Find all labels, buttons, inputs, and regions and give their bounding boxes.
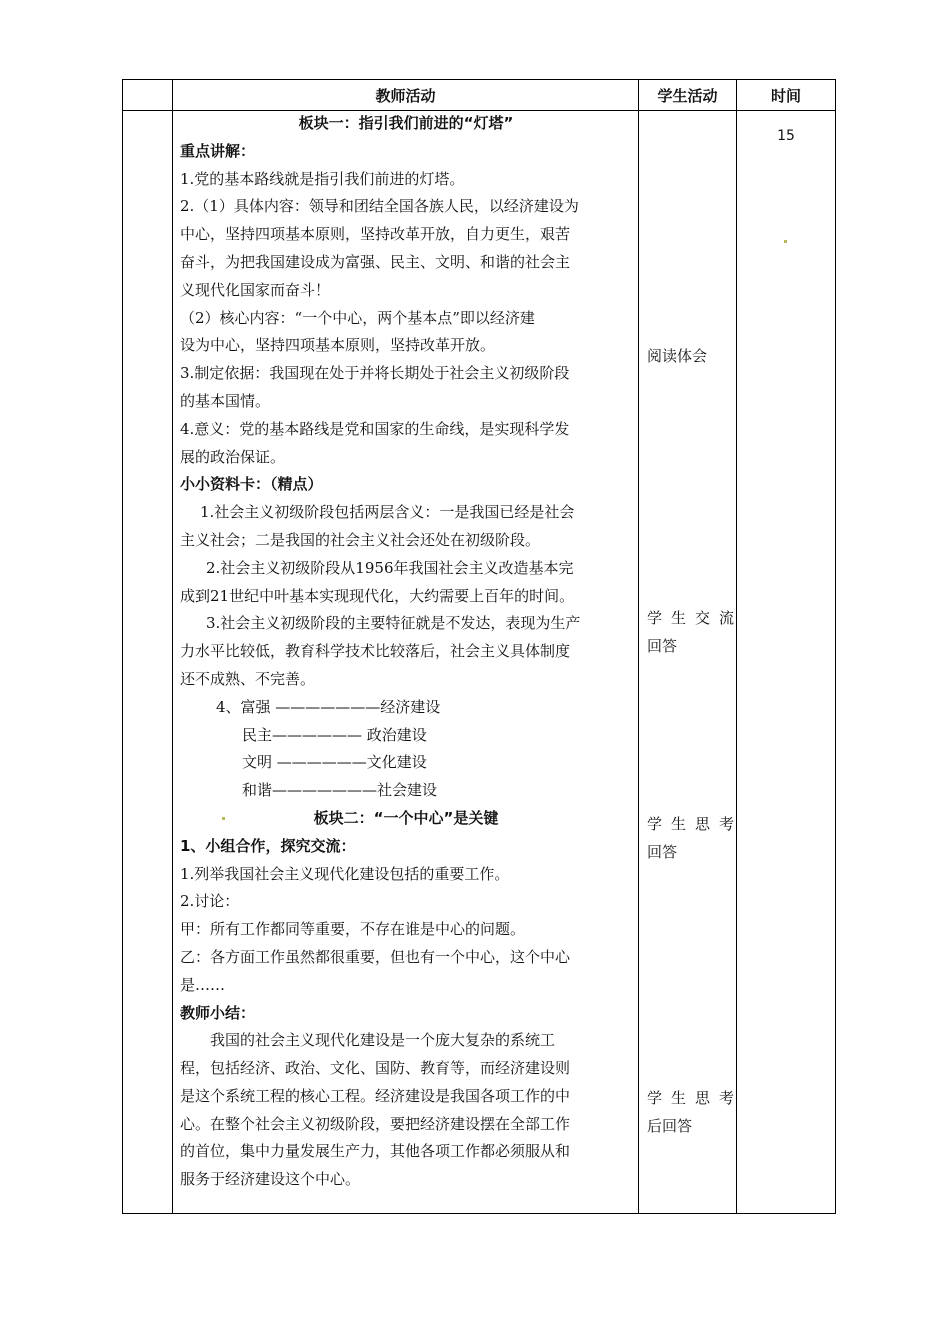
text-line: 力水平比较低，教育科学技术比较落后，社会主义具体制度	[180, 642, 571, 661]
subheading-group-work: 1、小组合作，探究交流：	[180, 836, 356, 855]
column-divider-1	[172, 79, 173, 1214]
student-note-discuss	[647, 604, 743, 660]
text-line: 展的政治保证。	[180, 447, 286, 466]
text-line: 4.意义：党的基本路线是党和国家的生命线，是实现科学发	[180, 419, 570, 438]
student-note-line: 学生交流	[647, 609, 744, 627]
text-line: 义现代化国家而奋斗！	[180, 280, 331, 299]
list-item: 和谐———————社会建设	[242, 781, 438, 800]
text-line: 2.社会主义初级阶段从1956年我国社会主义改造基本完	[206, 558, 574, 577]
text-line: 是这个系统工程的核心工程。经济建设是我国各项工作的中	[180, 1086, 571, 1105]
teacher-activity-content	[180, 110, 632, 1194]
text-line: 的基本国情。	[180, 391, 271, 410]
text-line: 是……	[180, 975, 226, 994]
student-note-line: 学生思考	[647, 1089, 744, 1107]
text-line: 1.党的基本路线就是指引我们前进的灯塔。	[180, 169, 465, 188]
text-line: 中心，坚持四项基本原则，坚持改革开放，自力更生，艰苦	[180, 225, 571, 244]
text-line: 2.（1）具体内容：领导和团结全国各族人民，以经济建设为	[180, 197, 579, 216]
text-line: 主义社会；二是我国的社会主义社会还处在初级阶段。	[180, 530, 541, 549]
student-note-line: 学生思考	[647, 815, 744, 833]
text-line: 成到21世纪中叶基本实现现代化，大约需要上百年的时间。	[180, 586, 575, 605]
text-line: 2.讨论：	[180, 892, 240, 911]
section-title-1: 板块一：指引我们前进的“灯塔”	[298, 114, 514, 132]
subheading-teacher-summary: 教师小结：	[180, 1003, 256, 1022]
text-line: （2）核心内容：“一个中心，两个基本点”即以经济建	[180, 308, 535, 327]
student-note-line: 回答	[647, 637, 678, 655]
table-border-left	[122, 79, 123, 1214]
text-line: 我国的社会主义现代化建设是一个庞大复杂的系统工	[210, 1031, 556, 1050]
text-line: 还不成熟、不完善。	[180, 669, 316, 688]
student-note-read	[647, 342, 707, 370]
text-line: 1.列举我国社会主义现代化建设包括的重要工作。	[180, 864, 510, 883]
text-line: 程，包括经济、政治、文化、国防、教育等，而经济建设则	[180, 1059, 571, 1078]
time-value: 15	[777, 128, 795, 144]
list-item: 4、富强 ———————经济建设	[216, 697, 441, 716]
header-time: 时间	[770, 86, 801, 105]
text-line: 奋斗，为把我国建设成为富强、民主、文明、和谐的社会主	[180, 252, 571, 271]
student-note-line: 回答	[647, 843, 678, 861]
student-note-think	[647, 810, 743, 866]
text-line: 服务于经济建设这个中心。	[180, 1170, 361, 1189]
text-line: 设为中心，坚持四项基本原则，坚持改革开放。	[180, 336, 496, 355]
text-line: 的首位，集中力量发展生产力，其他各项工作都必须服从和	[180, 1142, 571, 1161]
section-title-2: 板块二：“一个中心”是关键	[313, 808, 499, 827]
subheading-info-card: 小小资料卡：（精点）	[180, 475, 323, 494]
table-border-bottom	[122, 1213, 836, 1214]
text-line: 3.社会主义初级阶段的主要特征就是不发达，表现为生产	[206, 614, 581, 633]
column-divider-2	[638, 79, 639, 1214]
text-line: 甲：所有工作都同等重要，不存在谁是中心的问题。	[180, 920, 526, 939]
header-student-activity: 学生活动	[657, 86, 718, 105]
scan-speck	[784, 240, 787, 243]
text-line: 心。在整个社会主义初级阶段，要把经济建设摆在全部工作	[180, 1114, 571, 1133]
list-item: 文明 ——————文化建设	[242, 753, 427, 772]
subheading-key-points: 重点讲解：	[180, 141, 256, 160]
table-border-right	[835, 79, 836, 1214]
student-note-think-answer	[647, 1084, 743, 1140]
student-note-line: 阅读体会	[647, 347, 708, 365]
text-line: 3.制定依据：我国现在处于并将长期处于社会主义初级阶段	[180, 364, 570, 383]
text-line: 1.社会主义初级阶段包括两层含义：一是我国已经是社会	[200, 503, 575, 522]
list-item: 民主—————— 政治建设	[242, 725, 427, 744]
text-line: 乙：各方面工作虽然都很重要，但也有一个中心，这个中心	[180, 947, 571, 966]
student-note-line: 后回答	[647, 1117, 693, 1135]
header-teacher-activity: 教师活动	[375, 86, 436, 105]
scan-speck	[222, 817, 225, 820]
